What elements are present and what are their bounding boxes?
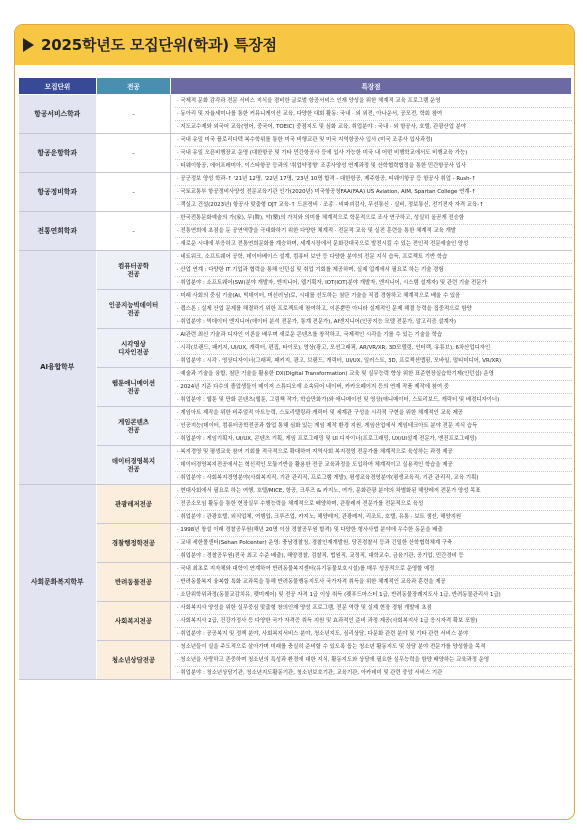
- department-cell: 항공운항학과: [19, 134, 97, 173]
- major-cell: 게임콘텐츠 전공: [97, 407, 171, 446]
- feature-line: · 산업 연계 : 다양한 IT 기업과 협력을 통해 인턴십 및 취업 기회를 제공하며, 실제 업계에서 필요로 하는 기술 경험: [175, 264, 572, 277]
- feature-line: · 현대사회에서 필요로 하는 여행, 호텔/MICE, 항공, 크루즈 & 카지노, 여가, 문화관광 분야의 차별화된 해양레저 전문가 양성 목표: [175, 485, 572, 498]
- feature-line: · 국내 유일 미국 플로리다텍 복수학위를 통한 미국 비행교관 및 미국 지역항공사 입사 (미국 조종사 입사과정): [175, 134, 572, 147]
- feature-line: · 청소년들이 실을 주도적으로 살아가며 미래를 충실히 준비할 수 있도록 돕는 청소년 활동지도 및 상담 분야 전문가를 양성함을 목적: [175, 641, 572, 654]
- feature-line: · 시각(브랜드, 패키지, UI/UX, 캐릭터, 편집, 타이포), 영상(광고, 모션그래픽, AR/VR/XR, 3D모델링, 인터랙, 유튜브), 6차산업디자인: [175, 342, 572, 355]
- feature-cell: [171, 134, 572, 173]
- feature-line: · 사회복지사 2급, 건강가정사 등 다양한 국가 자격증 취득 지원 및 효과적인 준비 과정 제공(사회복지사 1급 응시자격 확보 포함): [175, 615, 572, 628]
- major-cell: 웹툰애니메이션 전공: [97, 368, 171, 407]
- major-cell: 인공지능빅데이터 전공: [97, 290, 171, 329]
- feature-line: · 지도교수제와 외국어 교육(영어, 중국어, TOEIC) 중점지도 및 심화 교육, 취업분야 : 국내 · 외 항공사, 호텔, 관광산업 분야: [177, 124, 467, 130]
- feature-line: · 취업분야 : 빅데이터 엔지니어(데이터 분석 전문가, 통계 전문가), AI엔지니어(인공지능 모델 전문가, 알고리즘 설계자): [177, 319, 456, 325]
- feature-line: · 데이터경영복지전공에서는 혁신적인 모듈기반을 활용한 전공 교육과정을 도입하여 체계적이고 실용적인 학습을 제공: [175, 459, 572, 472]
- table-row: [19, 251, 572, 290]
- major-cell: 시각영상 디자인전공: [97, 329, 171, 368]
- major-cell: 청소년상담전공: [97, 641, 171, 680]
- table-row: [19, 212, 572, 251]
- feature-cell: [171, 212, 572, 251]
- feature-line: · 취업분야 : 게임기획자, UI/UX, 콘텐츠 기획, 게임 프로그래밍 및 UI 디자이너(프로그래밍, UX/UI설계 전문가, 엔진프로그래밍): [177, 436, 477, 442]
- feature-line: · 인공지능(데이터, 컴퓨터공학전공과 합업 통해 심화 있는 게임 제작 환경 지원, 게임산업에서 게임테크아트 분야 전문 지식 습득: [175, 420, 572, 433]
- table-row: [19, 368, 572, 407]
- feature-line: · 사회복지사 양성을 위한 실무중심 맞춤형 창의인재 양성 프로그램, 전문 역량 및 실제 현장 경험 개발에 초점: [175, 602, 572, 615]
- department-cell: 항공정비학과: [19, 173, 97, 212]
- major-cell: 컴퓨터공학 전공: [97, 251, 171, 290]
- feature-line: · 한국전통문화예술의 가(家), 무(舞), 악(樂)의 가치와 의미를 체계적으로 학문적으로 조사 연구하고, 성실히 올곧게 전승함: [175, 212, 572, 225]
- feature-line: · 취업분야 : 청소년상담기관, 청소년지도활동기관, 청소년보호기관, 교육기관, 아카데미 및 관련 중앙 서비스 기관: [177, 670, 443, 676]
- table-row: [19, 290, 572, 329]
- feature-line: · 취업분야 : 웹툰 및 만화 콘텐츠(웹툰, 그림책 작가, 학습만화가)와 애니메이션 및 영상(애니메이터, 스토리보드, 캐릭터 및 배경디자이너): [177, 397, 500, 403]
- document-frame: [14, 24, 575, 820]
- feature-line: · 복지경영 및 평생교육 참여 기회를 적극적으로 확대하여 지역사회 복지경영 전문가를 체계적으로 육성하는 과정 제공: [175, 446, 572, 459]
- title-bar: [15, 25, 574, 65]
- feature-cell: [171, 563, 572, 602]
- feature-line: · 취업분야 : 경찰공무원(전국 최고 수준 배출), 해양경찰, 검찰직, 법원직, 교정직, 대학교수, 금융기관, 공기업, 민간경비 등: [177, 553, 464, 559]
- feature-cell: [171, 173, 572, 212]
- department-cell: 항공서비스학과: [19, 95, 97, 134]
- feature-line: · 전통연희에 초점을 둔 공연역량을 극대화하기 위한 다양한 체계적 · 전문적 교육 및 실전 훈련을 통한 체계적 교육 개발: [175, 225, 572, 238]
- feature-line: · 예술과 기술을 융합, 첨단 기술을 활용한 DX(Digital Transformation) 교육 및 실무능력 향상 위한 표준현장실습학기제(인턴십) 운영: [175, 368, 572, 381]
- feature-cell: [171, 641, 572, 680]
- major-cell: 데이터경영복지 전공: [97, 446, 171, 485]
- feature-cell: [171, 524, 572, 563]
- major-cell: -: [97, 173, 171, 212]
- major-cell: 반려동물전공: [97, 563, 171, 602]
- feature-cell: [171, 251, 572, 290]
- major-cell: -: [97, 95, 171, 134]
- feature-cell: [171, 446, 572, 485]
- feature-line: · 1998년 창설 이래 경찰공무원(해년 20명 이상 경찰공무원 합격) 및 다양한 형사사법 분야에 우수한 동문을 배출: [175, 524, 572, 537]
- feature-line: · 2024년 기준 다수의 졸업생들이 메이저 스튜디오에 소속되어 네이버, 카카오페이지 등의 연재 작품 제작에 참여 중: [175, 381, 572, 394]
- department-cell: AI융합학부: [19, 251, 97, 485]
- feature-cell: [171, 290, 572, 329]
- feature-line: · 동아리 및 자율세미나를 통한 커뮤니케이션 교육, 다양한 대회 활동: 국내 · 외 외전, 아나운서, 공모전, 학회 참여: [175, 108, 572, 121]
- feature-line: · 취업분야 : 관광호텔, 외식업체, 여행업, 크루즈업, 카지노, 해양레저, 관광레저, 리조트, 호텔, 유통 · 보트 샘선, 해양지원: [177, 514, 462, 520]
- feature-line: · 새로운 시대에 부응하고 전통연희문화를 계승하며, 세계시장에서 문화강대국으로 발전시킬 수 있는 전인적 전문예술인 양성: [177, 241, 469, 247]
- feature-cell: [171, 602, 572, 641]
- feature-line: · 공군정보 양성 학과-↑ '21년 12명, '22년 17명, '23년 10명 합격 - 대한항공, 제주항공, 티웨이항공 등 항공사 취업 - Rush-↑: [175, 173, 572, 186]
- feature-line: · 전공소모임 활동을 통한 현장실무 수행능력을 체계적으로 배양하며, 관광레저 전문가를 전문적으로 육성: [175, 498, 572, 511]
- feature-line: · 객실고 건설(2023년) 항공사 맞춤형 OJT 교육-↑ 드론정비 · 조종 · 비파괴검사, 무선통신 · 실비, 정보통신, 전기전자 자격 교육-↑: [177, 202, 484, 208]
- major-cell: 경찰행정학전공: [97, 524, 171, 563]
- table-row: [19, 524, 572, 563]
- feature-cell: [171, 368, 572, 407]
- feature-cell: [171, 95, 572, 134]
- table-row: [19, 641, 572, 680]
- feature-table: [18, 77, 572, 680]
- department-cell: 사회문화복지학부: [19, 485, 97, 680]
- header-unit: 모집단위: [19, 78, 97, 95]
- table-row: [19, 602, 572, 641]
- feature-line: · 국내 유일 오픈비행장교 운영 (대한항공 및 기타 민간항공사 등에 입사 가능한 미국 내 어떤 비행학교에서도 비행교육 가능): [175, 147, 572, 160]
- feature-line: · 반려동물복지 융복합 특화 교과목을 통해 반려동물행동지도사 국가자격 취득을 위한 체계적인 교육과 훈련을 제공: [175, 576, 572, 589]
- major-cell: 사회복지전공: [97, 602, 171, 641]
- feature-line: · 티웨이항공, 에어프레미아, 이스타항공 등과의 '취업약정형' 조종사양성 연계과정 및 산학협력협정을 통한 민간항공사 입사: [177, 163, 467, 169]
- feature-line: · 청소년을 사랑하고 존중하며 청소년의 특성과 환경에 대한 지식, 활동지도와 상담에 필요한 실무능력을 함양 배양하는 교육과정 운영: [175, 654, 572, 667]
- header-feature: 특장점: [171, 78, 572, 95]
- feature-line: · 미래 사회의 중심 기술(AI, 빅데이터, 머신러닝)로, 시대를 선도하는 첨단 기술을 직접 경험하고 체계적으로 배울 수 있음: [175, 290, 572, 303]
- header-major: 전공: [97, 78, 171, 95]
- feature-line: · 교내 세한폴센터(Sehan Polcenter) 운영: 충남경찰청, 경찰인재개발원, 당진경찰서 등과 긴밀한 산학협력체계 구축: [175, 537, 572, 550]
- feature-line: · 소단위학위과정(동물교감치유, 펫미케어) 및 전공 자격 1급 이상 취득 (펫푸드마스터 1급, 반려동물장례지도사 1급, 반려동물관리사 1급): [177, 592, 501, 598]
- feature-cell: [171, 407, 572, 446]
- table-row: [19, 134, 572, 173]
- feature-line: · AI관련 최신 기술과 디자인 이론을 배우며 새로운 콘텐츠를 창작하고, 국제적인 시각을 기를 수 있는 기술을 학습: [175, 329, 572, 342]
- major-cell: 관광레저전공: [97, 485, 171, 524]
- feature-line: · 취업분야 : 공공복지 및 정책 분야, 사회복지서비스 분야, 청소년지도, 심리상담, 다문화 관련 분야 및 기타 관련 서비스 분야: [177, 631, 469, 637]
- table-row: [19, 407, 572, 446]
- feature-line: · 네트워크, 소프트웨어 공학, 데이터베이스 설계, 컴퓨터 보안 등 다양한 분야의 전문 지식 습득, 프로젝트 기반 학습: [175, 251, 572, 264]
- feature-line: · 게임아트 제작을 위한 비주얼적 아트능력, 스토리텔링과 캐릭터 및 세계관 구성을 시각적 구현을 위한 체계적인 교육 제공: [175, 407, 572, 420]
- table-row: [19, 173, 572, 212]
- feature-line: · 캡스톤 : 실제 산업 문제를 해결하기 위한 프로젝트에 참여하고, 이론뿐만 아니라 실제적인 문제 해결 능력을 집중적으로 함양: [175, 303, 572, 316]
- feature-cell: [171, 329, 572, 368]
- page-title: 2025학년도 모집단위(학과) 특장점: [41, 36, 277, 54]
- table-row: [19, 446, 572, 485]
- table-row: [19, 95, 572, 134]
- table-row: [19, 329, 572, 368]
- feature-line: · 국내 최초로 지자체와 대학이 연계하여 반려동물복지센터(유기동물보호시설)를 매우 성공적으로 운영할 예정: [175, 563, 572, 576]
- feature-line: · 취업분야 : 사회복지경영분야(사회복지직, 기관 관리직, 프로그램 개발), 평생교육경영분야(평생교육직, 기관 관리직, 교육 기획): [177, 475, 479, 481]
- play-arrow-icon: [23, 38, 34, 52]
- feature-cell: [171, 485, 572, 524]
- feature-line: · 취업분야 : 시각 · 영상디자이너(그래픽, 패키지, 광고, 브랜드, 캐릭터, UI/UX, 일러스트, 3D, 프로젝션맵핑, 모바일, 멀티미디어, VR/XR): [177, 358, 502, 364]
- major-cell: -: [97, 212, 171, 251]
- department-cell: 전통연희학과: [19, 212, 97, 251]
- major-cell: -: [97, 134, 171, 173]
- feature-line: · 국토교통부 항공정비사양성 전문교육기관 인가(2020년) 미국항공청FAA(FAA) US Aviation, AIM, Spartan College 연계-↑: [175, 186, 572, 199]
- feature-line: · 국제적 문화 감각과 전문 서비스 지식을 겸비한 글로벌 항공서비스 인재 양성을 위한 체계적 교육 프로그램 운영: [175, 95, 572, 108]
- table-row: [19, 485, 572, 524]
- feature-line: · 취업분야 : 소프트웨어(SW)분야 개발자, 엔지니어, 웹기획자, IOT(IOT)분야 개발자, 엔지니어, 시스템 설계자) 및 관련 기술 전문가: [177, 280, 487, 286]
- table-header-row: [19, 78, 572, 95]
- table-row: [19, 563, 572, 602]
